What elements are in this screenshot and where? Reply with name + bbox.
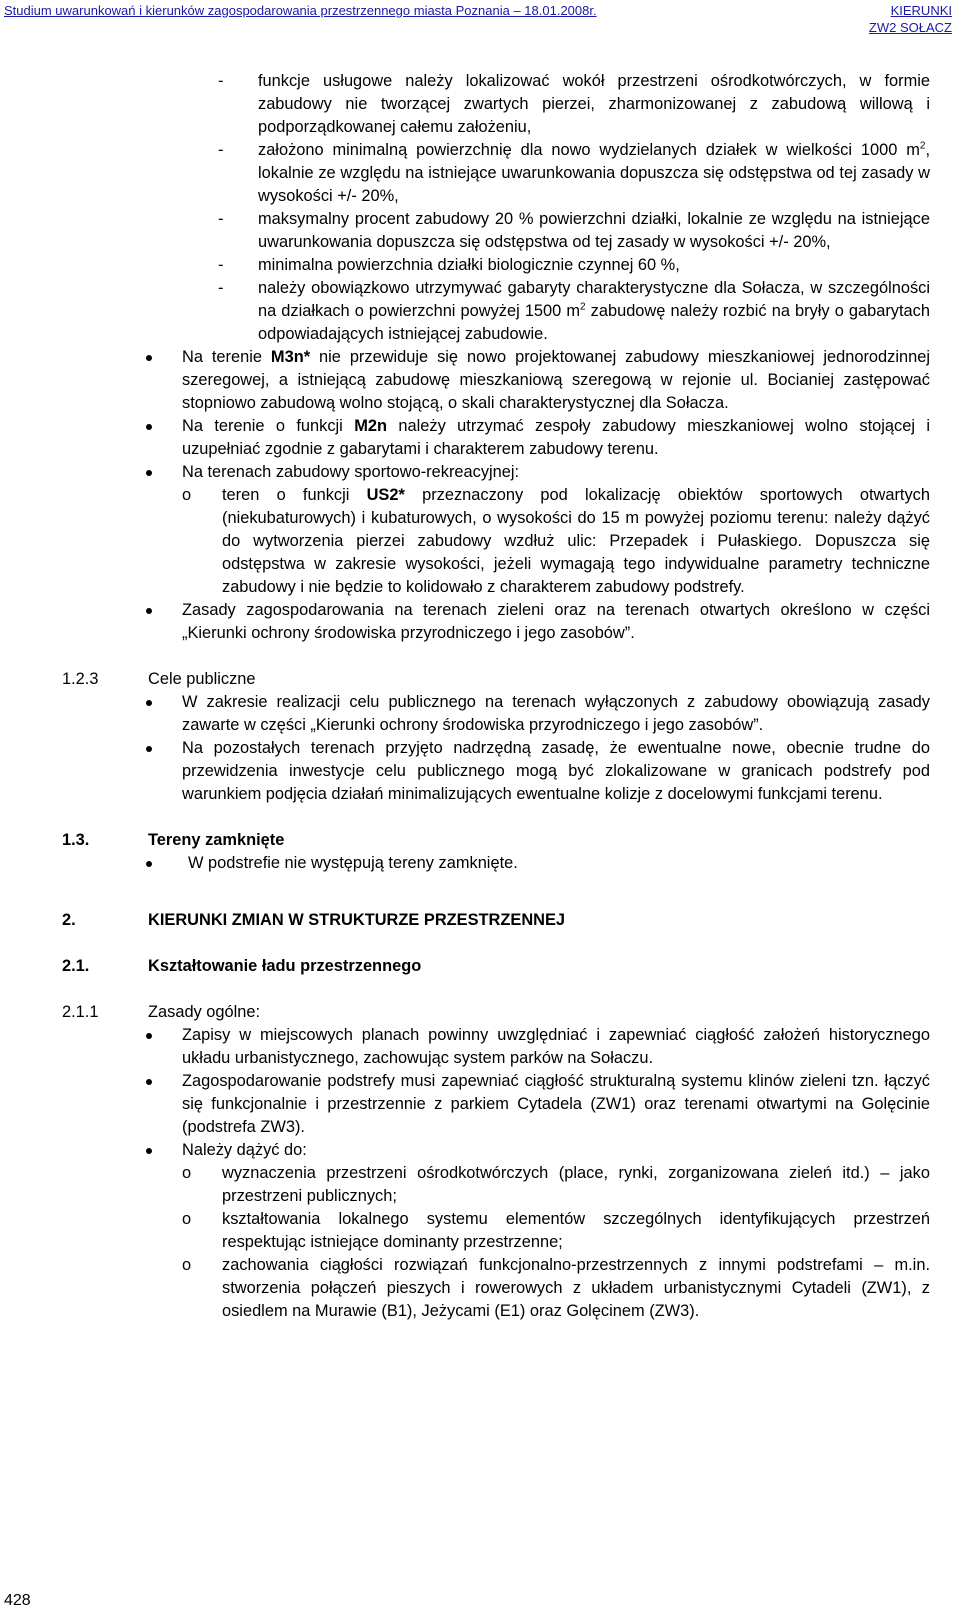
bullet-item — [182, 461, 930, 484]
section-heading-2-1 — [62, 955, 960, 978]
bullet-text: W zakresie realizacji celu publicznego na terenach wyłączonych z zabudowy obowiązują zasady zawarte w części „Kierunki ochrony środowiska przyrodniczego i jego zasobów”. — [182, 693, 930, 734]
dash-item — [218, 70, 930, 139]
dash-item — [218, 277, 930, 346]
bullet-item — [182, 691, 930, 737]
section-number: 2. — [62, 911, 76, 929]
bullet-text: należy utrzymać zespoły zabudowy mieszkaniowej wolno stojącej i uzupełniać zgodnie z gabarytami i charakterem zabudowy terenu. — [182, 417, 931, 458]
bullet-dot-icon — [146, 424, 152, 430]
dash-marker: - — [218, 279, 224, 297]
header-zone-label: ZW2 SOŁACZ — [868, 20, 952, 35]
bullet-text: Zagospodarowanie podstrefy musi zapewniać ciągłość strukturalną systemu klinów zieleni tzn. łączyć się funkcjonalnie i przestrzennie z parkiem Cytadela (ZW1) oraz terenami otwartymi na Golęcinie (podstrefa ZW3). — [182, 1072, 930, 1136]
dash-marker: - — [218, 72, 224, 90]
zone-code: M3n* — [270, 348, 311, 366]
dash-marker: - — [218, 210, 224, 228]
bullet-text: Należy dążyć do: — [182, 1141, 307, 1159]
dash-item — [218, 139, 930, 208]
bullet-item — [188, 852, 930, 875]
o-marker: o — [182, 1256, 192, 1274]
superscript: 2 — [580, 301, 586, 313]
bullet-dot-icon — [146, 700, 152, 706]
dash-text: zabudowę należy rozbić na bryły o gabarytach odpowiadających istniejącej zabudowie. — [258, 302, 930, 343]
o-marker: o — [182, 1210, 192, 1228]
section-number: 2.1.1 — [62, 1003, 99, 1021]
o-item-text: wyznaczenia przestrzeni ośrodkotwórczych (place, rynki, zorganizowana zieleń itd.) – jako przestrzeni publicznych; — [222, 1164, 930, 1205]
section-number: 1.3. — [62, 831, 90, 849]
section-number: 2.1. — [62, 957, 90, 975]
bullet-item — [182, 1024, 930, 1070]
bullet-dot-icon — [146, 1033, 152, 1039]
bullet-text: Na terenie — [182, 348, 271, 366]
dash-marker: - — [218, 141, 224, 159]
bullet-dot-icon — [146, 1079, 152, 1085]
bullet-item — [182, 737, 930, 806]
section-heading-1-3 — [62, 829, 960, 852]
o-item-text: teren o funkcji — [222, 486, 367, 504]
bullet-item — [182, 346, 930, 415]
o-marker: o — [182, 486, 192, 504]
bullet-dot-icon — [146, 861, 152, 867]
zone-code: M2n — [354, 417, 388, 435]
zone-code: US2* — [366, 486, 405, 504]
bullet-item — [182, 1070, 930, 1139]
bullet-item — [182, 599, 930, 645]
o-list-item — [182, 1254, 930, 1323]
header-document-title: Studium uwarunkowań i kierunków zagospodarowania przestrzennego miasta Poznania – 18.01.2008r. — [4, 3, 597, 18]
header-section-label: KIERUNKI — [890, 3, 952, 18]
page-header — [0, 0, 960, 40]
dash-text: , lokalnie ze względu na istniejące uwarunkowania dopuszcza się odstępstwa od tej zasady w wysokości +/- 20%, — [258, 141, 930, 205]
bullet-item — [182, 415, 930, 461]
dash-text: minimalna powierzchnia działki biologicznie czynnej 60 %, — [258, 256, 680, 274]
bullet-dot-icon — [146, 355, 152, 361]
bullet-dot-icon — [146, 746, 152, 752]
o-item-text: zachowania ciągłości rozwiązań funkcjonalno-przestrzennych z innymi podstrefami – m.in. stworzenia połączeń pieszych i rowerowych z układem urbanistycznymi Cytadeli (ZW1), z osiedlem na Murawie (B1), Jeżycami (E1) oraz Golęcinem (ZW3). — [222, 1256, 930, 1320]
bullet-text: Na terenie o funkcji — [182, 417, 355, 435]
section-title: Tereny zamknięte — [148, 831, 285, 849]
bullet-text: Zasady zagospodarowania na terenach zieleni oraz na terenach otwartych określono w części „Kierunki ochrony środowiska przyrodniczego i jego zasobów”. — [182, 601, 930, 642]
dash-text: maksymalny procent zabudowy 20 % powierzchni działki, lokalnie ze względu na istniejące uwarunkowania dopuszcza się odstępstwa od tej zasady w wysokości +/- 20%, — [258, 210, 930, 251]
section-number: 1.2.3 — [62, 670, 99, 688]
section-title: Cele publiczne — [148, 670, 256, 688]
section-heading-2 — [62, 909, 960, 932]
bullet-text: nie przewiduje się nowo projektowanej zabudowy mieszkaniowej jednorodzinnej szeregowej, a istniejącą zabudowę mieszkaniową szeregową w rejonie ul. Bocianiej zastępować stopniowo zabudową wolno stojącą, o skali charakterystycznej dla Sołacza. — [182, 348, 930, 412]
section-title: Zasady ogólne: — [148, 1003, 261, 1021]
o-list-item — [182, 484, 930, 599]
page-number: 428 — [4, 1592, 31, 1609]
o-item-text: przeznaczony pod lokalizację obiektów sportowych otwartych (niekubaturowych) i kubaturowych, o wysokości do 15 m powyżej poziomu terenu: należy dążyć do wytworzenia pierzei zabudowy wzdłuż ulic: Przepadek i Pułaskiego. Dopuszcza się odstępstwa w zakresie wysokości, jeżeli wymagają tego indywidualne parametry techniczne zabudowy i nie będzie to kolidowało z charakterem zabudowy podstrefy. — [222, 486, 930, 596]
dash-marker: - — [218, 256, 224, 274]
dash-text: należy obowiązkowo utrzymywać gabaryty charakterystyczne dla Sołacza, w szczególności na działkach o powierzchni powyżej 1500 m — [258, 279, 930, 320]
bullet-dot-icon — [146, 1148, 152, 1154]
document-body — [0, 70, 960, 1323]
bullet-text: W podstrefie nie występują tereny zamknięte. — [188, 854, 518, 872]
o-list-item — [182, 1162, 930, 1208]
dash-item — [218, 208, 930, 254]
section-heading-2-1-1 — [62, 1001, 960, 1024]
section-heading-1-2-3 — [62, 668, 960, 691]
o-marker: o — [182, 1164, 192, 1182]
superscript: 2 — [919, 140, 926, 152]
dash-text: funkcje usługowe należy lokalizować wokół przestrzeni ośrodkotwórczych, w formie zabudowy nie tworzącej zwartych pierzei, zharmonizowanej z zabudową willową i podporządkowanej całemu założeniu, — [258, 72, 930, 136]
bullet-dot-icon — [146, 470, 152, 476]
bullet-item — [182, 1139, 930, 1162]
o-item-text: kształtowania lokalnego systemu elementów szczególnych identyfikujących przestrzeń respektując istniejące dominanty przestrzenne; — [222, 1210, 930, 1251]
o-list-item — [182, 1208, 930, 1254]
bullet-dot-icon — [146, 608, 152, 614]
bullet-text: Na terenach zabudowy sportowo-rekreacyjnej: — [182, 463, 520, 481]
section-title: Kształtowanie ładu przestrzennego — [148, 957, 422, 975]
bullet-text: Zapisy w miejscowych planach powinny uwzględniać i zapewniać ciągłość założeń historycznego układu urbanistycznego, zachowując system parków na Sołaczu. — [182, 1026, 930, 1067]
section-title: KIERUNKI ZMIAN W STRUKTURZE PRZESTRZENNEJ — [148, 911, 566, 929]
dash-item — [218, 254, 930, 277]
bullet-text: Na pozostałych terenach przyjęto nadrzędną zasadę, że ewentualne nowe, obecnie trudne do przewidzenia inwestycje celu publicznego mogą być zlokalizowane w granicach podstrefy pod warunkiem podjęcia działań minimalizujących ewentualne kolizje z docelowymi funkcjami terenu. — [182, 739, 930, 803]
dash-text: założono minimalną powierzchnię dla nowo wydzielanych działek w wielkości 1000 m — [258, 141, 920, 159]
